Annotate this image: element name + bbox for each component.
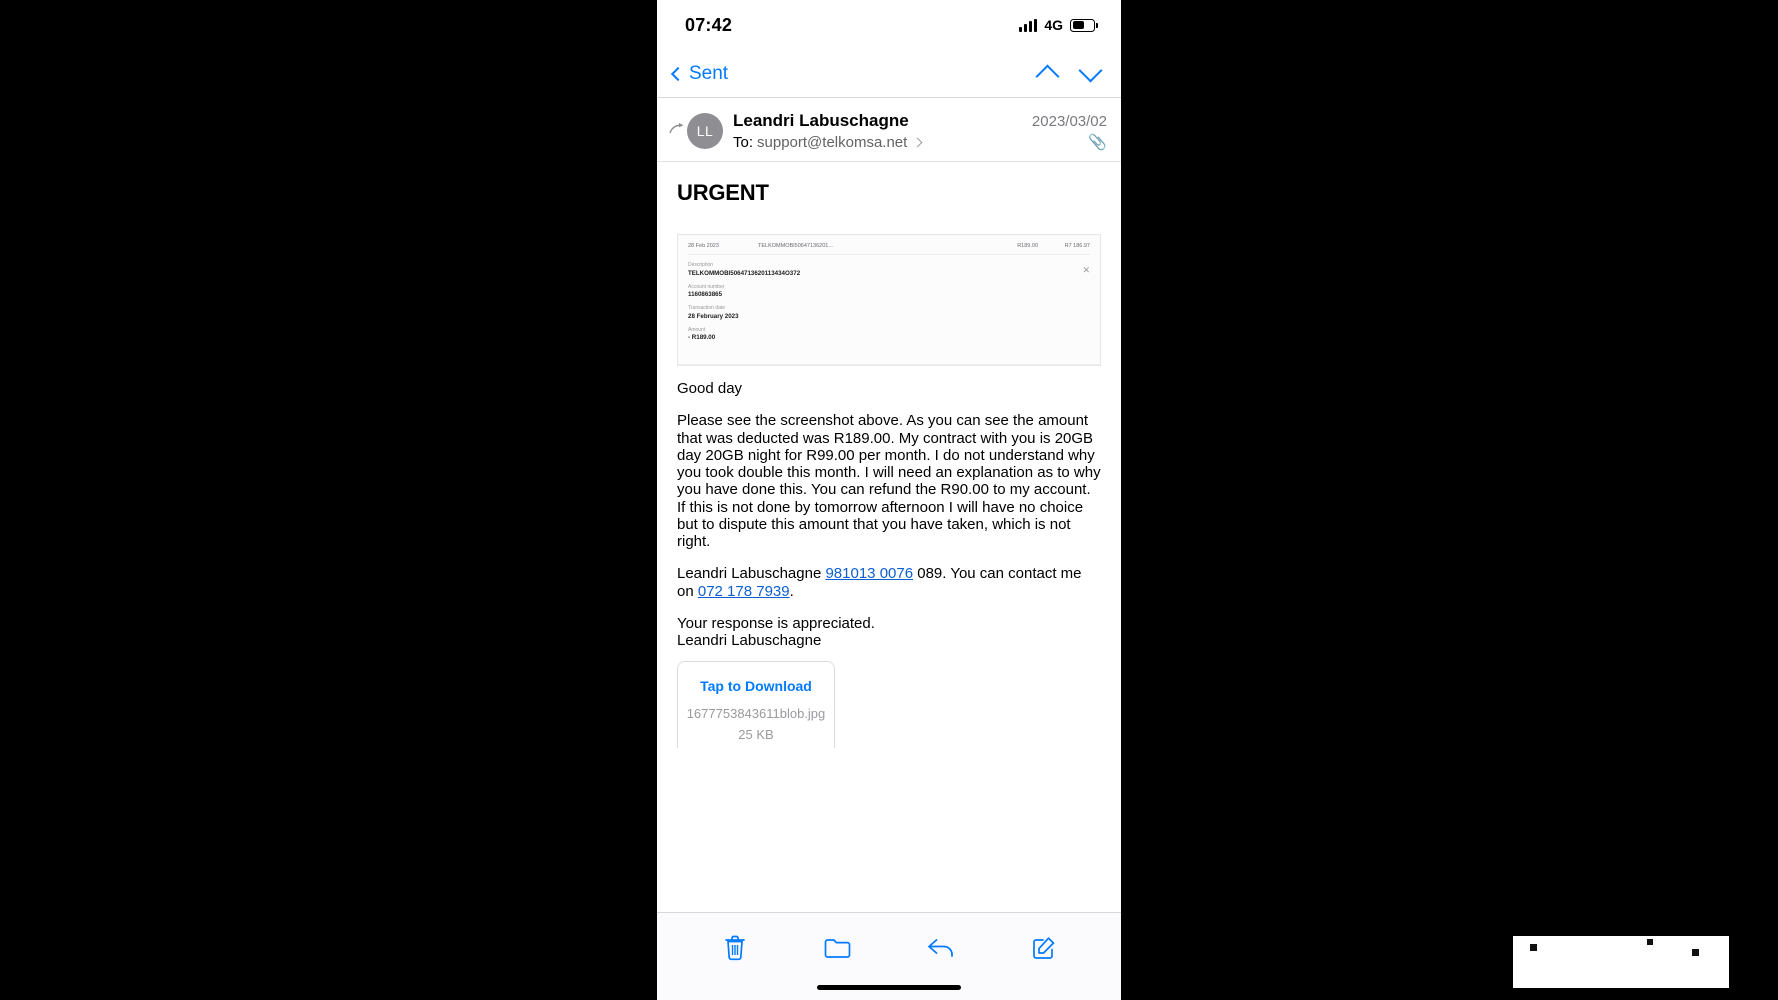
detail-field-description <box>688 262 1090 277</box>
overlay-dot <box>1647 939 1653 945</box>
message-navigation <box>1039 62 1103 85</box>
delete-button[interactable] <box>718 931 752 965</box>
status-indicators <box>1019 17 1095 33</box>
detail-label: Description <box>688 262 714 268</box>
sender-name: Leandri Labuschagne <box>733 111 909 130</box>
reply-arrow-icon <box>669 111 687 151</box>
signature-middle: 089. You can contact me on <box>677 565 1082 600</box>
detail-label: Account number <box>688 283 725 290</box>
overlay-dot <box>1530 944 1537 951</box>
recipient-line[interactable] <box>733 134 921 151</box>
chevron-left-icon <box>671 66 685 80</box>
overlay-dot <box>1692 949 1699 956</box>
greeting-text: Good day <box>677 380 743 397</box>
signature-suffix: . <box>789 582 794 600</box>
chevron-down-icon[interactable] <box>1078 58 1102 82</box>
status-time: 07:42 <box>685 14 733 35</box>
transaction-description-cell: TELKOMMOBI50647136201... <box>758 243 833 249</box>
battery-icon <box>1070 19 1095 32</box>
message-header[interactable] <box>657 98 1121 162</box>
trash-icon <box>724 935 746 961</box>
message-body <box>657 162 1121 748</box>
back-button[interactable] <box>669 63 728 85</box>
detail-value: - R189.00 <box>688 334 716 341</box>
close-icon[interactable]: ✕ <box>1082 265 1090 275</box>
compose-icon <box>1032 936 1056 960</box>
to-label: To: <box>733 133 754 151</box>
transaction-date-cell: 28 Feb 2023 <box>688 243 719 249</box>
navigation-bar <box>657 50 1121 98</box>
detail-field-account-number <box>688 284 1090 299</box>
message-subject: URGENT <box>677 180 769 205</box>
move-to-folder-button[interactable] <box>821 931 855 965</box>
detail-value: 1160863865 <box>688 291 723 298</box>
detail-value: 28 February 2023 <box>688 312 739 320</box>
reply-icon <box>927 937 955 959</box>
inline-image-bank-transaction[interactable] <box>677 234 1101 366</box>
attachment-download-label[interactable]: Tap to Download <box>700 678 812 695</box>
avatar: LL <box>687 113 723 149</box>
detail-field-transaction-date <box>688 305 1090 320</box>
back-button-label: Sent <box>689 62 729 84</box>
detail-field-amount <box>688 327 1090 342</box>
message-date: 2023/03/02 <box>1031 113 1107 130</box>
to-address: support@telkomsa.net <box>757 133 908 151</box>
paperclip-icon: 📎 <box>1088 134 1107 151</box>
detail-value: TELKOMMOBI5064713620113434O372 <box>688 269 801 277</box>
signature-prefix: Leandri Labuschagne <box>677 565 826 583</box>
signal-bars-icon <box>1019 19 1037 32</box>
transaction-amount-cell: R189.00 <box>1017 243 1038 249</box>
transaction-balance-cell: R7 186.97 <box>1064 243 1090 249</box>
attachment-filename: 1677753843611blob.jpg <box>686 706 826 722</box>
detail-label: Transaction date <box>688 305 726 311</box>
network-type-label: 4G <box>1044 17 1063 33</box>
compose-button[interactable] <box>1027 931 1061 965</box>
signature-contact-paragraph <box>677 565 1101 600</box>
sign-off-text: Leandri Labuschagne <box>677 632 822 649</box>
body-paragraph-1: Please see the screenshot above. As you can see the amount that was deducted was R189.00. My contract with you is 20GB day 20GB night for R99.00 per month. I do not understand why you took double this month. I will need an explanation as to why you have done this. You can refund the R90.00 to my account. If this is not done by tomorrow afternoon I will have no choice but to dispute this amount that you have taken, which is not right. <box>677 412 1101 550</box>
status-bar <box>657 0 1121 50</box>
phone-number-link[interactable]: 072 178 7939 <box>697 582 790 600</box>
message-header-text <box>723 111 1107 151</box>
chevron-up-icon[interactable] <box>1035 64 1059 88</box>
transaction-row <box>688 243 1090 255</box>
home-indicator <box>817 985 961 990</box>
detail-label: Amount <box>688 326 706 333</box>
attachment-card[interactable] <box>677 661 835 748</box>
closing-text: Your response is appreciated. <box>677 614 875 632</box>
phone-screen <box>657 0 1121 1000</box>
chevron-right-icon <box>913 137 923 147</box>
folder-icon <box>824 937 851 959</box>
corner-overlay-box <box>1513 936 1729 988</box>
reply-button[interactable] <box>924 931 958 965</box>
divider <box>678 364 1100 365</box>
id-number-link[interactable]: 981013 0076 <box>825 565 914 583</box>
attachment-size: 25 KB <box>738 727 774 743</box>
